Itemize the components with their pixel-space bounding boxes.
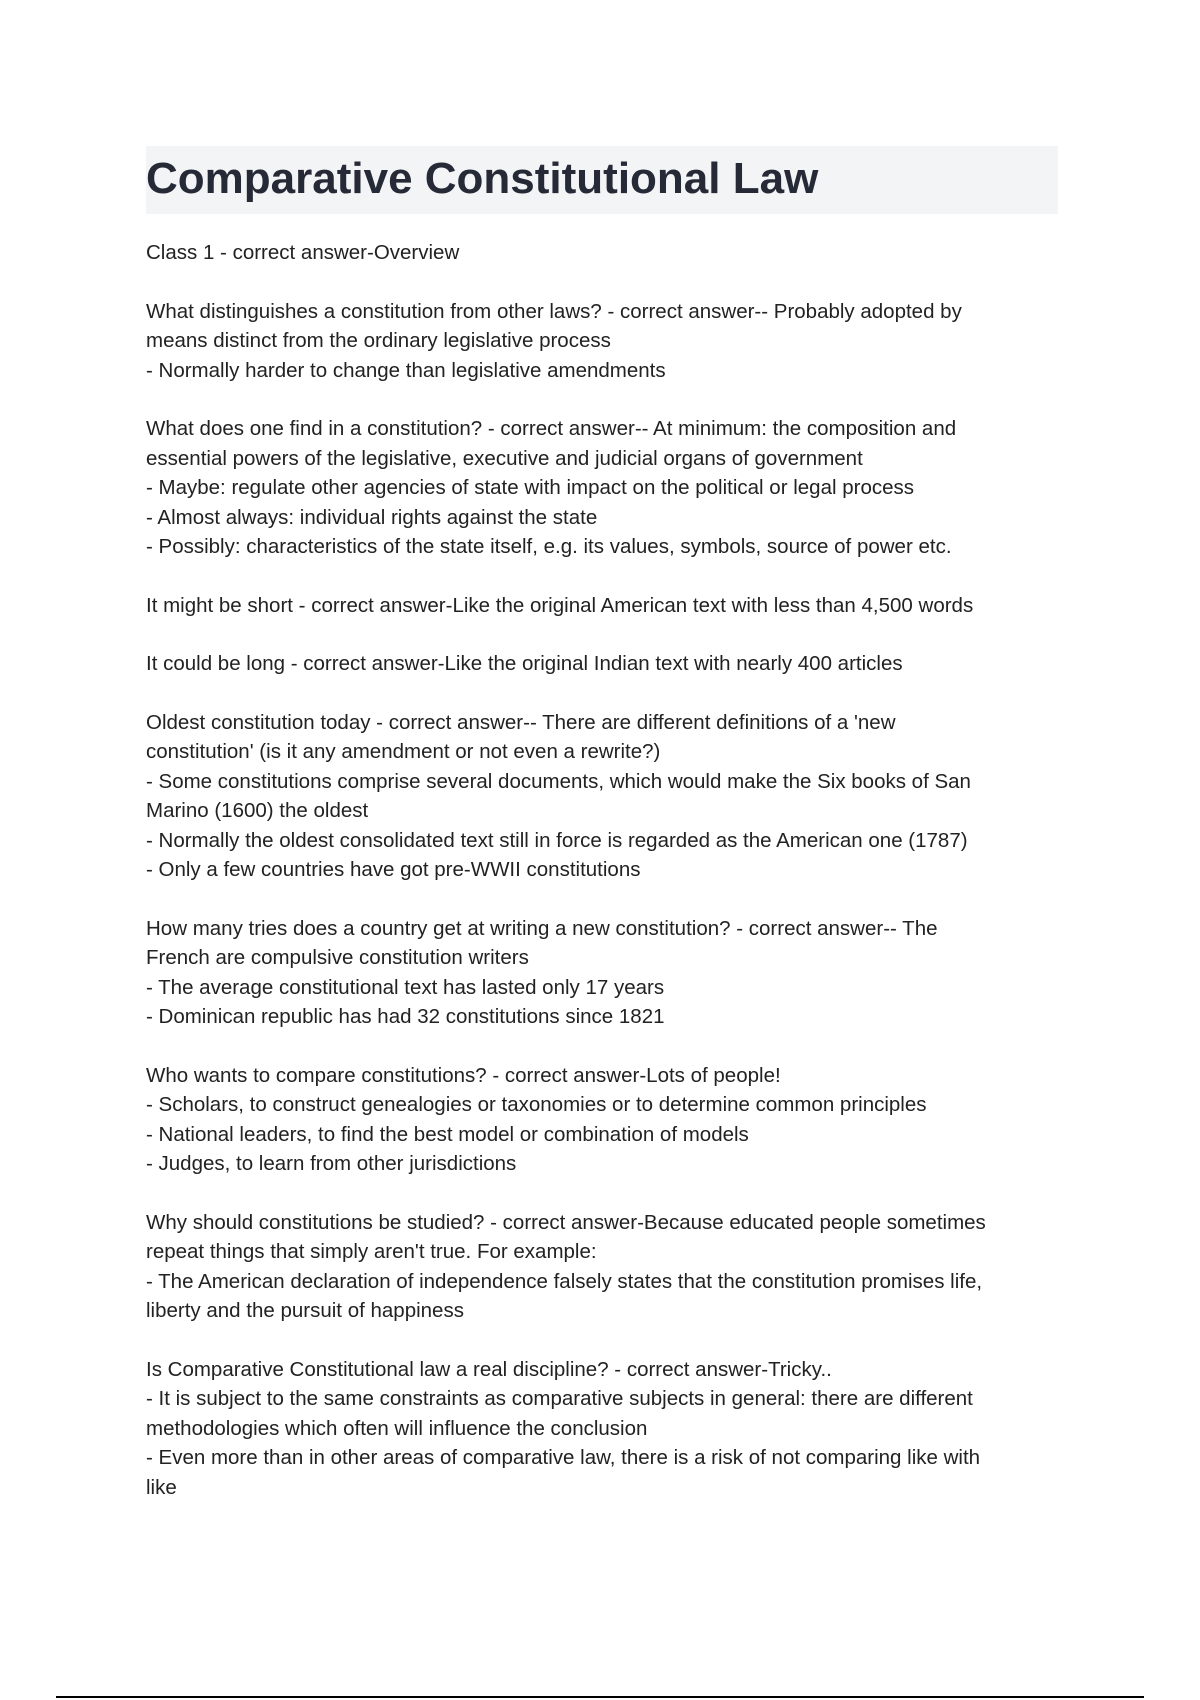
- flashcard-entry: [146, 649, 1066, 679]
- footer-divider: [56, 1696, 1144, 1698]
- entry-line: - Judges, to learn from other jurisdictions: [146, 1152, 517, 1175]
- flashcard-entry: [146, 914, 1066, 1032]
- entry-line: - Scholars, to construct genealogies or taxonomies or to determine common principles: [146, 1093, 927, 1116]
- entry-line: It might be short - correct answer-Like the original American text with less than 4,500 words: [146, 593, 974, 617]
- entry-line: constitution' (is it any amendment or not even a rewrite?): [146, 740, 661, 763]
- entry-line: Why should constitutions be studied? - correct answer-Because educated people sometimes: [146, 1210, 986, 1234]
- entry-line: - Even more than in other areas of comparative law, there is a risk of not comparing like with: [146, 1446, 981, 1469]
- entry-line: Who wants to compare constitutions? - correct answer-Lots of people!: [146, 1063, 781, 1087]
- entry-line: - Maybe: regulate other agencies of state with impact on the political or legal process: [146, 476, 915, 499]
- flashcard-entry: [146, 591, 1066, 621]
- entry-line: It could be long - correct answer-Like the original Indian text with nearly 400 articles: [146, 652, 903, 675]
- entry-line: - Normally harder to change than legislative amendments: [146, 358, 666, 382]
- entry-line: French are compulsive constitution writers: [146, 946, 529, 969]
- entry-line: Class 1 - correct answer-Overview: [146, 241, 460, 264]
- flashcard-list: [146, 238, 1066, 1531]
- entry-line: - Possibly: characteristics of the state itself, e.g. its values, symbols, source of power etc.: [146, 535, 952, 558]
- entry-line: - Some constitutions comprise several documents, which would make the Six books of San: [146, 769, 971, 793]
- entry-line: liberty and the pursuit of happiness: [146, 1299, 464, 1322]
- entry-line: - The American declaration of independence falsely states that the constitution promises life,: [146, 1269, 983, 1293]
- flashcard-entry: [146, 1208, 1066, 1326]
- entry-line: - Almost always: individual rights against the state: [146, 505, 598, 529]
- entry-line: Oldest constitution today - correct answer-- There are different definitions of a 'new: [146, 710, 896, 734]
- entry-line: - The average constitutional text has lasted only 17 years: [146, 975, 665, 999]
- flashcard-entry: [146, 1355, 1066, 1503]
- flashcard-entry: [146, 297, 1066, 386]
- entry-line: - It is subject to the same constraints as comparative subjects in general: there are different: [146, 1387, 973, 1410]
- entry-line: Marino (1600) the oldest: [146, 799, 369, 822]
- flashcard-entry: [146, 1061, 1066, 1179]
- flashcard-entry: [146, 708, 1066, 885]
- entry-line: How many tries does a country get at writing a new constitution? - correct answer-- The: [146, 916, 938, 940]
- entry-line: repeat things that simply aren't true. For example:: [146, 1240, 597, 1263]
- entry-line: essential powers of the legislative, executive and judicial organs of government: [146, 446, 863, 470]
- page-title: Comparative Constitutional Law: [146, 154, 819, 203]
- entry-line: - National leaders, to find the best model or combination of models: [146, 1122, 749, 1146]
- entry-line: methodologies which often will influence the conclusion: [146, 1416, 648, 1440]
- entry-line: What does one find in a constitution? - correct answer-- At minimum: the composition and: [146, 417, 957, 440]
- entry-line: like: [146, 1475, 177, 1499]
- entry-line: - Normally the oldest consolidated text still in force is regarded as the American one (1787): [146, 828, 968, 852]
- entry-line: means distinct from the ordinary legislative process: [146, 329, 611, 352]
- flashcard-entry: [146, 414, 1066, 562]
- flashcard-entry: [146, 238, 1066, 268]
- entry-line: - Dominican republic has had 32 constitutions since 1821: [146, 1005, 665, 1028]
- title-banner: [146, 146, 1058, 214]
- entry-line: - Only a few countries have got pre-WWII constitutions: [146, 858, 641, 881]
- entry-line: What distinguishes a constitution from other laws? - correct answer-- Probably adopted by: [146, 299, 962, 323]
- entry-line: Is Comparative Constitutional law a real discipline? - correct answer-Tricky..: [146, 1357, 832, 1381]
